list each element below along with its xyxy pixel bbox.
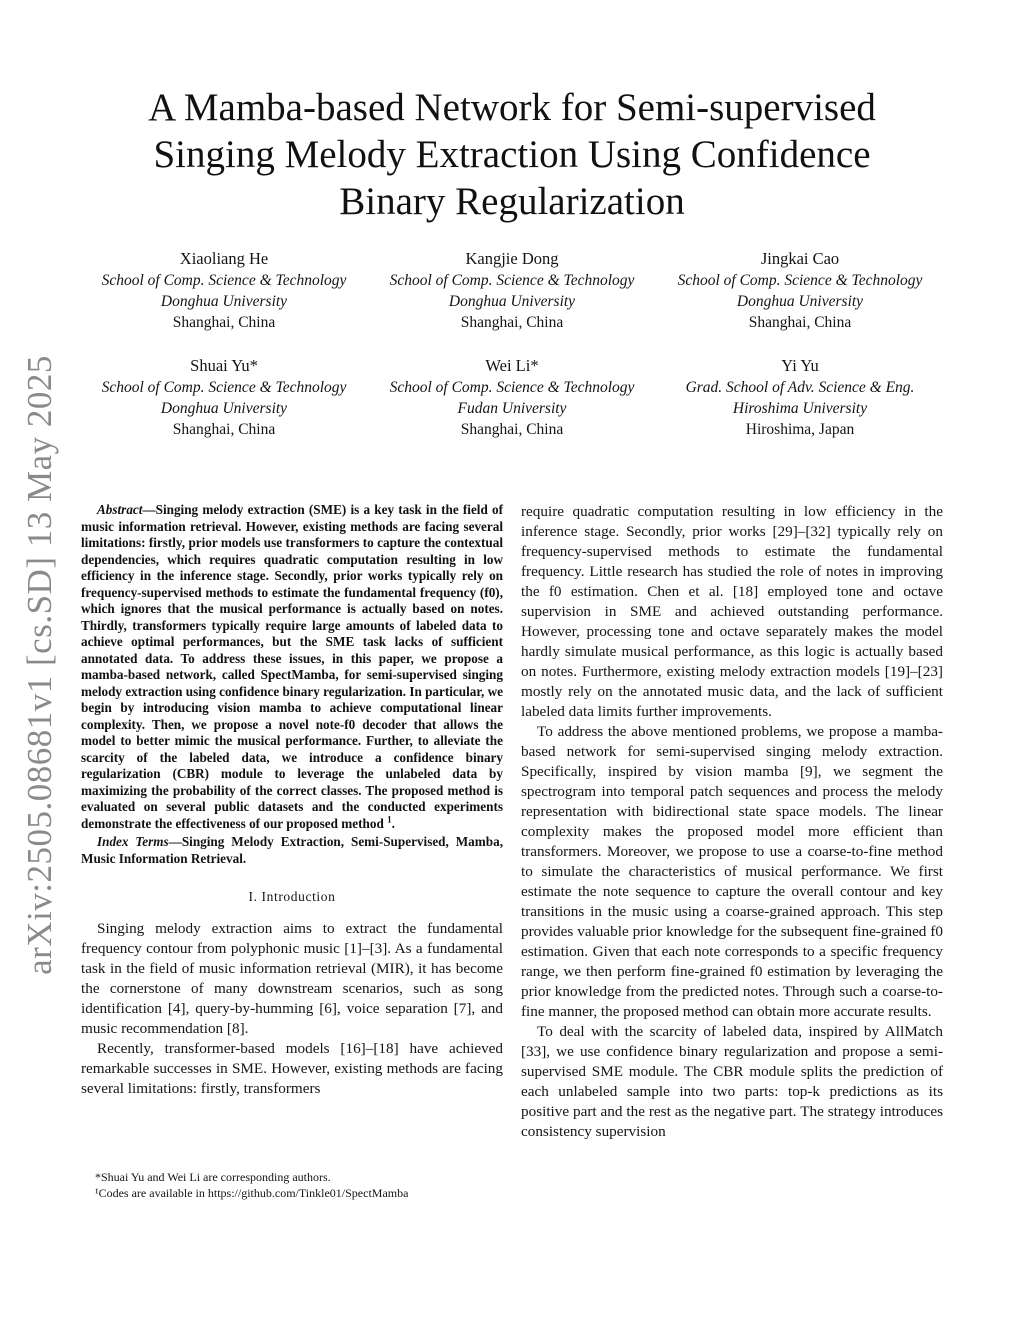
author-institution: Hiroshima University <box>732 400 868 417</box>
author-location: Shanghai, China <box>460 314 564 331</box>
author-location: Hiroshima, Japan <box>745 421 855 438</box>
index-terms-text: —Singing Melody Extraction, Semi-Supervised, Mamba, Music Information Retrieval. <box>81 834 503 866</box>
footnote-corresponding-authors: *Shuai Yu and Wei Li are corresponding authors. <box>95 1170 331 1184</box>
section-heading-introduction: I. Introduction <box>248 889 336 904</box>
arxiv-identifier-stamp <box>18 355 62 975</box>
author-affiliation: School of Comp. Science & Technology <box>389 272 635 289</box>
author-name: Xiaoliang He <box>179 249 269 268</box>
author-affiliation: School of Comp. Science & Technology <box>677 272 923 289</box>
author-entry <box>656 355 944 440</box>
author-institution: Donghua University <box>736 293 864 310</box>
arxiv-identifier-text: arXiv:2505.08681v1 [cs.SD] 13 May 2025 <box>20 355 59 975</box>
author-institution: Donghua University <box>448 293 576 310</box>
paper-title <box>100 84 924 225</box>
body-paragraph: require quadratic computation resulting in low efficiency in the inference stage. Secondly, prior works [29]–[32] typically rely on frequency-supervised methods to estimate the fundamental frequency. Little research has studied the role of notes in improving the f0 estimation. Chen et al. [18] employed tone and octave supervision in SME and achieved outstanding performance. However, processing tone and octave separately makes the model hardly simulate musical performance, as this logic is actually based on notes. Furthermore, existing melody extraction models [19]–[23] mostly rely on the annotated music data, and the lack of sufficient labeled data limits further improvements. <box>521 503 943 720</box>
footnotes <box>81 1169 503 1201</box>
author-location: Shanghai, China <box>172 421 276 438</box>
right-column <box>521 502 943 1142</box>
left-column <box>81 502 503 1099</box>
title-line: A Mamba-based Network for Semi-supervised <box>148 86 876 129</box>
title-line: Binary Regularization <box>339 180 685 223</box>
author-entry <box>80 355 368 440</box>
author-entry <box>656 248 944 333</box>
body-paragraph: To address the above mentioned problems, we propose a mamba-based network for semi-supervised singing melody extraction. Specifically, inspired by vision mamba [9], we segment the spectrogram into temporal patch sequences and process the melody representation with bidirectional state space models. The linear complexity makes the proposed model more efficient than transformers. Moreover, we propose to use a coarse-to-fine method to simulate the characteristics of musical performance. We first estimate the note sequence to capture the overall contour and key transitions in the music using a coarse-grained approach. This step provides valuable prior knowledge for the subsequent fine-grained f0 estimation. Given that each note corresponds to a specific frequency range, we then perform fine-grained f0 estimation by leveraging the prior knowledge from the predicted notes. Through such a coarse-to-fine manner, the proposed method can obtain more accurate results. <box>521 723 943 1020</box>
footnote-mark: 1 <box>387 814 392 825</box>
author-location: Shanghai, China <box>172 314 276 331</box>
index-terms <box>81 834 503 867</box>
abstract-end: . <box>391 815 395 831</box>
author-institution: Donghua University <box>160 400 288 417</box>
author-location: Shanghai, China <box>460 421 564 438</box>
author-block <box>80 248 944 440</box>
footnote-code-link: ¹Codes are available in https://github.com/Tinkle01/SpectMamba <box>95 1186 409 1200</box>
author-affiliation: School of Comp. Science & Technology <box>389 379 635 396</box>
body-paragraph: Singing melody extraction aims to extract the fundamental frequency contour from polyphonic music [1]–[3]. As a fundamental task in the field of music information retrieval (MIR), it has become the cornerstone of many downstream scenarios, such as song identification [4], query-by-humming [6], voice separation [7], and music recommendation [8]. <box>81 920 503 1037</box>
author-name: Kangjie Dong <box>465 249 559 268</box>
author-name: Jingkai Cao <box>760 249 840 268</box>
body-paragraph: Recently, transformer-based models [16]–[18] have achieved remarkable successes in SME. However, existing methods are facing several limitations: firstly, transformers <box>81 1040 503 1097</box>
abstract-text: —Singing melody extraction (SME) is a key task in the field of music information retrieval. However, existing methods are facing several limitations: firstly, prior models use transformers to capture the contextual dependencies, which requires quadratic computation resulting in low efficiency in the inference stage. Secondly, prior works typically rely on frequency-supervised methods to estimate the fundamental frequency (f0), which ignores that the musical performance is actually based on notes. Thirdly, transformers typically require large amounts of labeled data to achieve optimal performances, but the SME task lacks of sufficient annotated data. To address these issues, in this paper, we propose a mamba-based network, called SpectMamba, for semi-supervised singing melody extraction using confidence binary regularization. In particular, we begin by introducing vision mamba to achieve computational linear complexity. Then, we propose a novel note-f0 decoder that allows the model to better mimic the musical performance. Further, to alleviate the scarcity of the labeled data, we introduce a confidence binary regularization (CBR) module to leverage the unlabeled data by maximizing the probability of the correct classes. The proposed method is evaluated on several public datasets and the conducted experiments demonstrate the effectiveness of our proposed method <box>81 502 503 831</box>
author-name: Shuai Yu* <box>190 356 258 375</box>
author-institution: Donghua University <box>160 293 288 310</box>
author-location: Shanghai, China <box>748 314 852 331</box>
author-name: Wei Li* <box>485 356 539 375</box>
index-terms-label: Index Terms <box>97 834 169 849</box>
author-entry <box>368 355 656 440</box>
author-institution: Fudan University <box>457 400 567 417</box>
abstract <box>81 502 503 832</box>
author-entry <box>368 248 656 333</box>
author-affiliation: Grad. School of Adv. Science & Eng. <box>685 379 915 396</box>
title-line: Singing Melody Extraction Using Confidence <box>153 133 871 176</box>
author-affiliation: School of Comp. Science & Technology <box>101 379 347 396</box>
author-affiliation: School of Comp. Science & Technology <box>101 272 347 289</box>
author-entry <box>80 248 368 333</box>
abstract-label: Abstract <box>97 502 143 517</box>
author-name: Yi Yu <box>781 356 819 375</box>
body-paragraph: To deal with the scarcity of labeled data, inspired by AllMatch [33], we use confidence binary regularization and propose a semi-supervised SME module. The CBR module splits the prediction of each unlabeled sample into two parts: top-k predictions as its positive part and the rest as the negative part. The strategy introduces consistency supervision <box>521 1023 943 1140</box>
